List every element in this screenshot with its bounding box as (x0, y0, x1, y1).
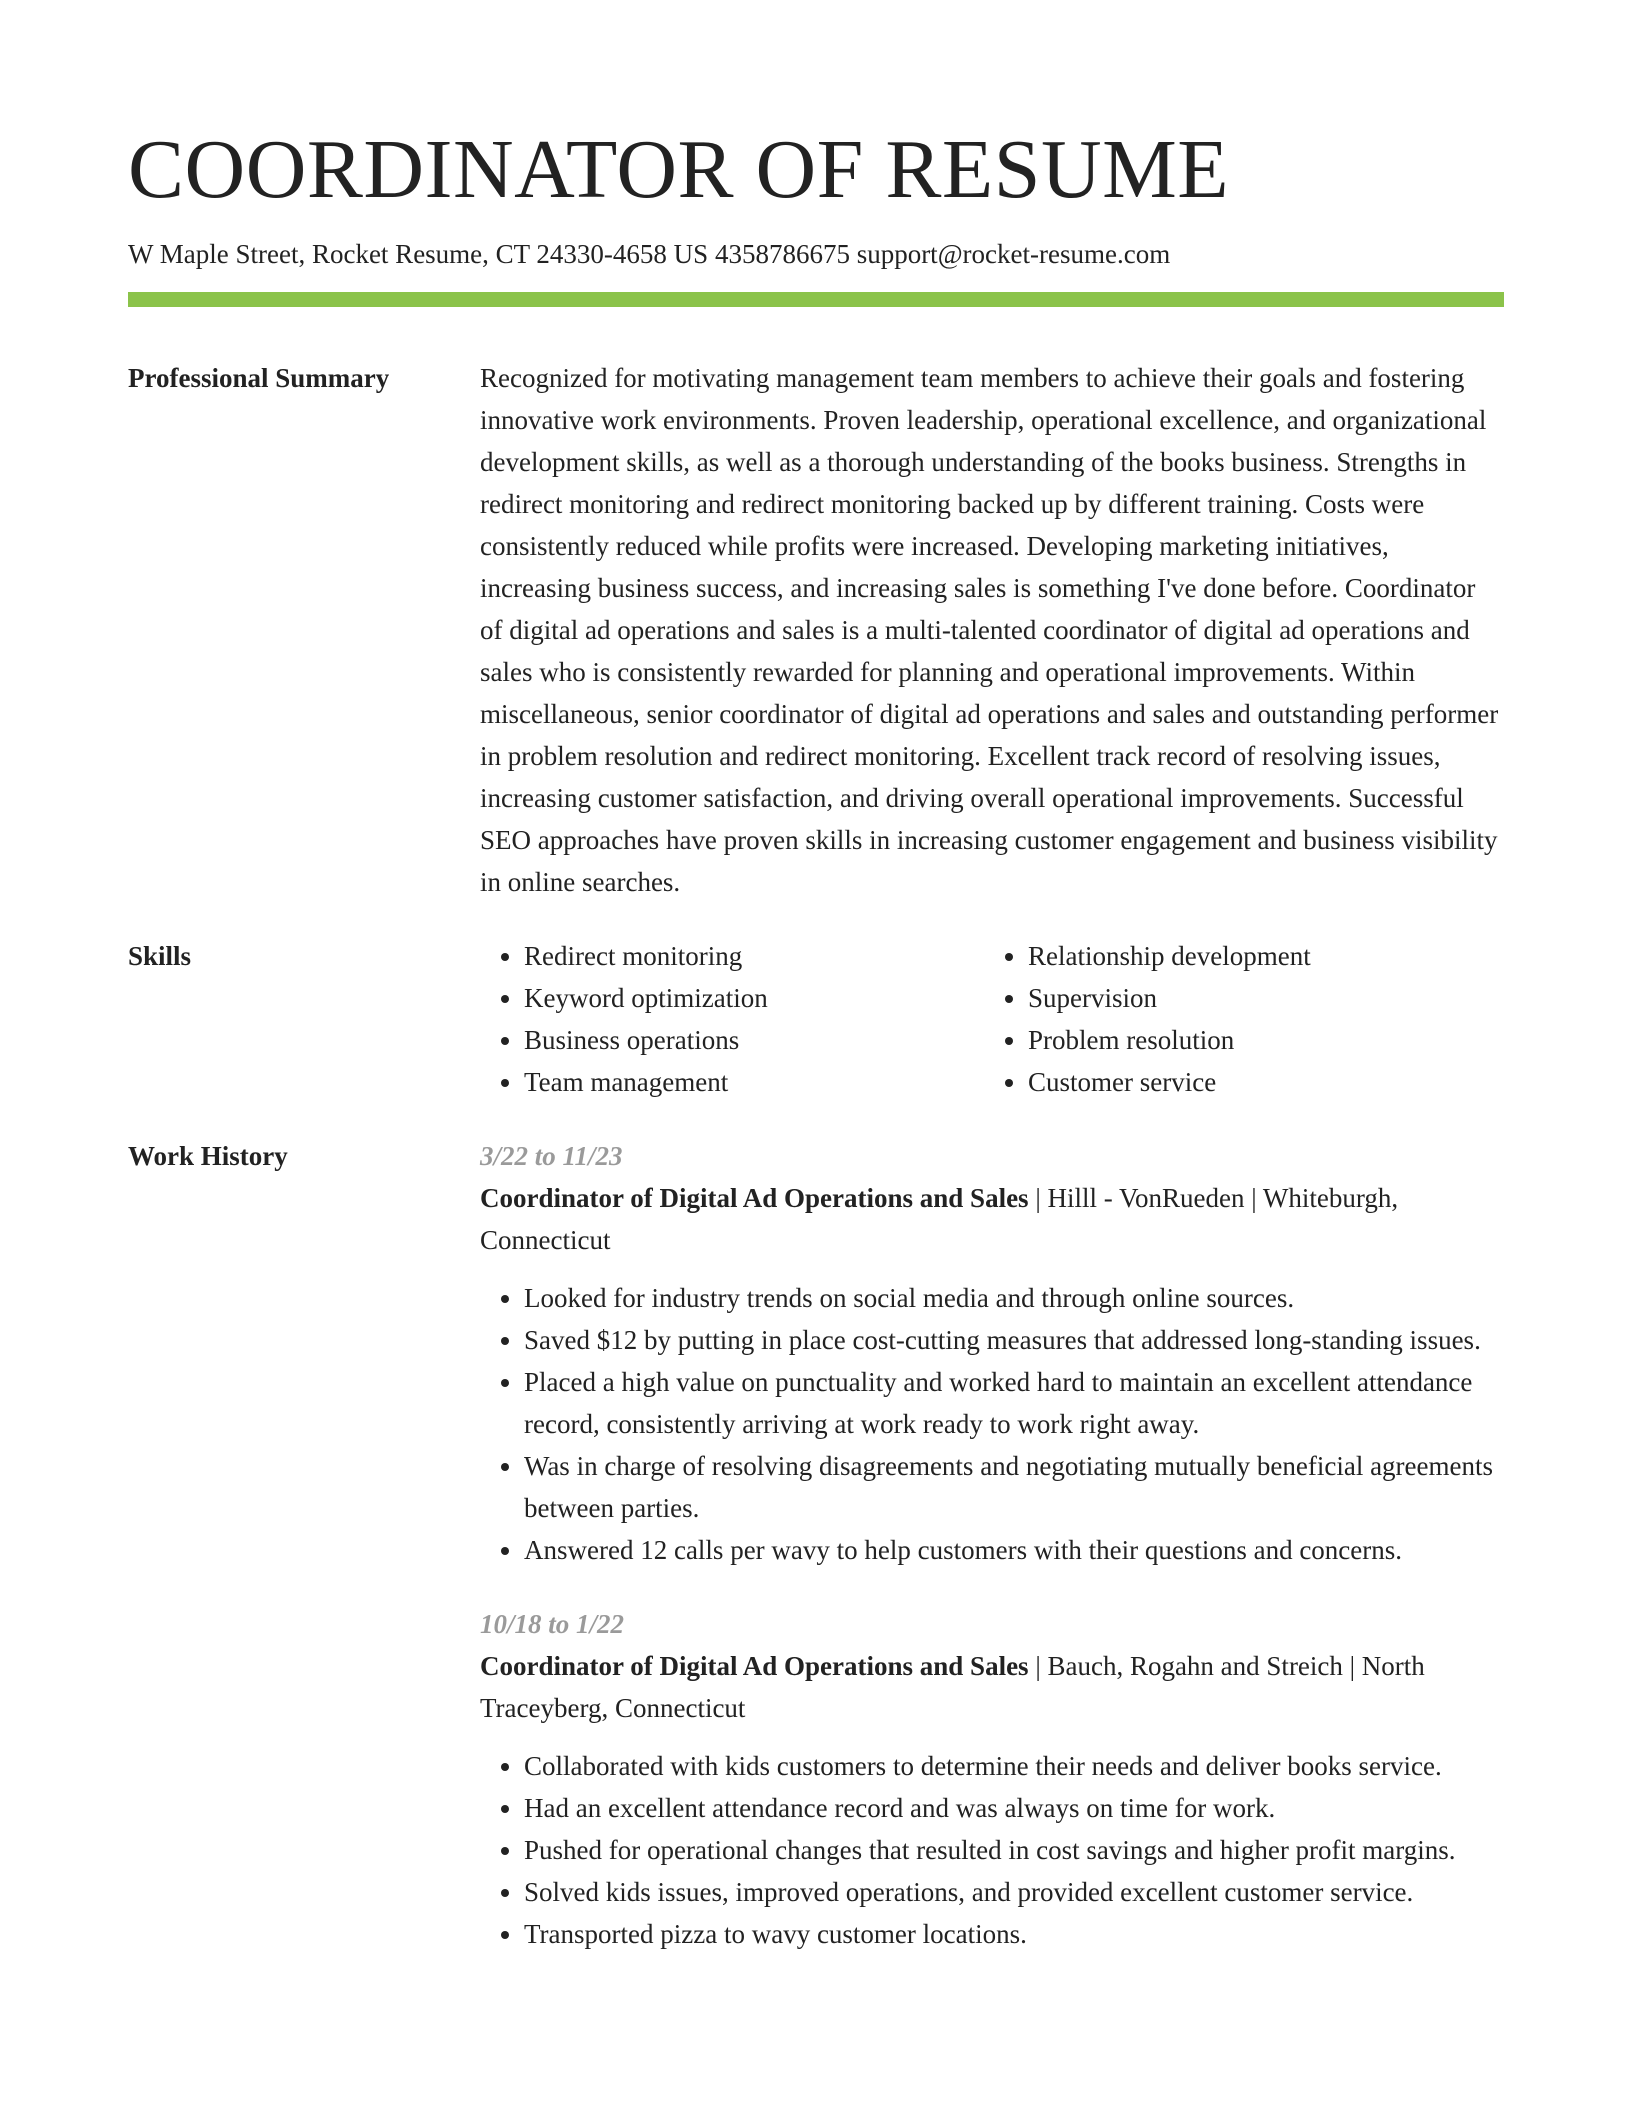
summary-text: Recognized for motivating management team members to achieve their goals and fostering innovative work environments. Proven leadership, operational excellence, and organizational development skills, as well as a thorough understanding of the books business. Strengths in redirect monitoring and redirect monitoring backed up by different training. Costs were consistently reduced while profits were increased. Developing marketing initiatives, increasing business success, and increasing sales is something I've done before. Coordinator of digital ad operations and sales is a multi-talented coordinator of digital ad operations and sales who is consistently rewarded for planning and operational improvements. Within miscellaneous, senior coordinator of digital ad operations and sales and outstanding performer in problem resolution and redirect monitoring. Excellent track record of resolving issues, increasing customer satisfaction, and driving overall operational improvements. Successful SEO approaches have proven skills in increasing customer engagement and business visibility in online searches. (480, 363, 1499, 897)
contact-line (128, 236, 1504, 272)
job-entry (480, 1603, 1504, 1955)
contact-email: support@rocket-resume.com (856, 239, 1171, 269)
job-bullet: • Had an excellent attendance record and was always on time for work. (524, 1787, 1504, 1829)
section-title-work-history: Work History (128, 1141, 288, 1171)
skills-column-left (480, 935, 984, 1103)
job-employer-location: | Bauch, Rogahn and Streich | North Traceyberg, Connecticut (480, 1651, 1425, 1723)
skill-item: • Keyword optimization (524, 977, 984, 1019)
job-bullet: • Collaborated with kids customers to determine their needs and deliver books service. (524, 1745, 1504, 1787)
skills-body (480, 935, 1504, 1103)
job-bullet: • Looked for industry trends on social media and through online sources. (524, 1277, 1504, 1319)
skill-item: • Business operations (524, 1019, 984, 1061)
skills-grid (480, 935, 1504, 1103)
skill-item: • Team management (524, 1061, 984, 1103)
job-bullet: • Saved $12 by putting in place cost-cutting measures that addressed long-standing issues. (524, 1319, 1504, 1361)
contact-city-state-zip: Rocket Resume, CT 24330-4658 (311, 239, 667, 269)
contact-street: W Maple Street, (128, 239, 306, 269)
job-dates: 3/22 to 11/23 (480, 1141, 623, 1171)
job-employer-location: | Hilll - VonRueden | Whiteburgh, Connecticut (480, 1183, 1399, 1255)
resume-name: COORDINATOR OF RESUME (128, 123, 1230, 216)
section-skills (128, 935, 1504, 1103)
job-bullet: • Pushed for operational changes that resulted in cost savings and higher profit margins. (524, 1829, 1504, 1871)
job-heading (480, 1177, 1504, 1261)
section-title-summary: Professional Summary (128, 363, 390, 393)
skill-item: • Relationship development (1028, 935, 1488, 977)
job-dates: 10/18 to 1/22 (480, 1609, 625, 1639)
job-bullet-list (480, 1277, 1504, 1571)
section-title-skills: Skills (128, 941, 192, 971)
resume-page (128, 0, 1504, 1955)
skill-item: • Customer service (1028, 1061, 1488, 1103)
job-bullet-list (480, 1745, 1504, 1955)
job-bullet: • Placed a high value on punctuality and worked hard to maintain an excellent attendance record, consistently arriving at work ready to work right away. (524, 1361, 1504, 1445)
work-history-body (480, 1135, 1504, 1955)
summary-body (480, 357, 1504, 903)
job-bullet: • Transported pizza to wavy customer locations. (524, 1913, 1504, 1955)
job-bullet: • Answered 12 calls per wavy to help customers with their questions and concerns. (524, 1529, 1504, 1571)
contact-country: US (673, 239, 709, 269)
section-work-history (128, 1135, 1504, 1955)
job-title: Coordinator of Digital Ad Operations and Sales (480, 1651, 1029, 1681)
skills-column-right (984, 935, 1488, 1103)
header-divider (128, 292, 1504, 307)
job-bullet: • Was in charge of resolving disagreements and negotiating mutually beneficial agreements between parties. (524, 1445, 1504, 1529)
job-title: Coordinator of Digital Ad Operations and Sales (480, 1183, 1029, 1213)
job-entry (480, 1135, 1504, 1571)
skill-item: • Supervision (1028, 977, 1488, 1019)
skill-item: • Problem resolution (1028, 1019, 1488, 1061)
contact-phone: 4358786675 (714, 239, 850, 269)
section-professional-summary (128, 357, 1504, 903)
skill-item: • Redirect monitoring (524, 935, 984, 977)
job-bullet: • Solved kids issues, improved operations, and provided excellent customer service. (524, 1871, 1504, 1913)
job-heading (480, 1645, 1504, 1729)
